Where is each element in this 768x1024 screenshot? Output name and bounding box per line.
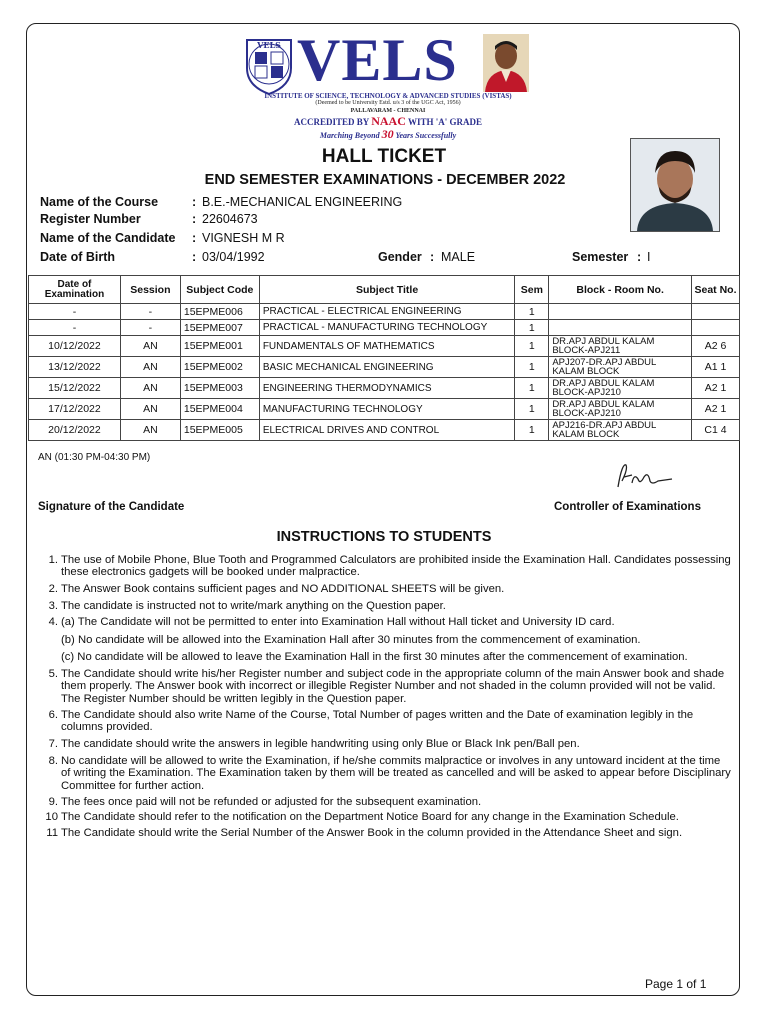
seat-no: A2 1 (692, 378, 740, 399)
subject-code: 15EPME007 (180, 320, 259, 336)
sem: 1 (515, 320, 549, 336)
subject-title: PRACTICAL - MANUFACTURING TECHNOLOGY (259, 320, 515, 336)
institute-name: INSTITUTE OF SCIENCE, TECHNOLOGY & ADVANCED STUDIES (VISTAS) (264, 92, 512, 100)
table-row (29, 378, 740, 399)
subject-code: 15EPME001 (180, 336, 259, 357)
dob-label: Date of Birth (40, 250, 115, 264)
course-value: B.E.-MECHANICAL ENGINEERING (202, 195, 403, 209)
session: - (120, 320, 180, 336)
session-timing-note: AN (01:30 PM-04:30 PM) (38, 452, 151, 463)
column-header: Seat No. (692, 276, 740, 304)
subject-title: ELECTRICAL DRIVES AND CONTROL (259, 420, 515, 441)
register-label: Register Number (40, 212, 141, 226)
column-header: Session (120, 276, 180, 304)
column-header: Sem (515, 276, 549, 304)
crest-text: VELS (257, 40, 281, 50)
seat-no (692, 304, 740, 320)
session: AN (120, 357, 180, 378)
block-room: APJ207-DR.APJ ABDUL KALAM BLOCK (549, 357, 692, 378)
gender-label: Gender (378, 250, 422, 264)
block-room: DR.APJ ABDUL KALAM BLOCK-APJ211 (549, 336, 692, 357)
controller-signature-label: Controller of Examinations (554, 501, 701, 513)
accreditation-line: ACCREDITED BY NAAC WITH 'A' GRADE (294, 114, 482, 128)
block-room: DR.APJ ABDUL KALAM BLOCK-APJ210 (549, 399, 692, 420)
semester-label: Semester (572, 250, 629, 264)
exam-date: 15/12/2022 (29, 378, 121, 399)
column-header: Block - Room No. (549, 276, 692, 304)
seat-no: A2 6 (692, 336, 740, 357)
subject-code: 15EPME003 (180, 378, 259, 399)
seat-no: C1 4 (692, 420, 740, 441)
institution-logo (243, 27, 533, 141)
colon: : (192, 231, 197, 245)
session: - (120, 304, 180, 320)
location-line: PALLAVARAM - CHENNAI (350, 108, 426, 114)
sem: 1 (515, 399, 549, 420)
column-header: Subject Title (259, 276, 515, 304)
seat-no (692, 320, 740, 336)
colon: : (637, 250, 642, 264)
colon: : (192, 195, 197, 209)
table-row (29, 336, 740, 357)
exam-date: - (29, 320, 121, 336)
sem: 1 (515, 420, 549, 441)
sem: 1 (515, 378, 549, 399)
table-row (29, 320, 740, 336)
exam-date: - (29, 304, 121, 320)
subject-code: 15EPME004 (180, 399, 259, 420)
seat-no: A1 1 (692, 357, 740, 378)
dob-value: 03/04/1992 (202, 250, 265, 264)
sem: 1 (515, 357, 549, 378)
block-room: DR.APJ ABDUL KALAM BLOCK-APJ210 (549, 378, 692, 399)
subject-title: ENGINEERING THERMODYNAMICS (259, 378, 515, 399)
page-number: Page 1 of 1 (645, 977, 707, 991)
table-row (29, 420, 740, 441)
block-room (549, 320, 692, 336)
founder-portrait (483, 34, 529, 92)
session: AN (120, 378, 180, 399)
exam-schedule-table (28, 275, 740, 441)
exam-date: 20/12/2022 (29, 420, 121, 441)
sem: 1 (515, 336, 549, 357)
subject-code: 15EPME002 (180, 357, 259, 378)
candidate-name-value: VIGNESH M R (202, 231, 285, 245)
gender-value: MALE (441, 250, 476, 264)
table-header-row (29, 276, 740, 304)
colon: : (192, 250, 197, 264)
colon: : (430, 250, 435, 264)
subject-title: MANUFACTURING TECHNOLOGY (259, 399, 515, 420)
crest-emblem-icon (243, 34, 295, 96)
logo-text: VELS (297, 27, 458, 93)
table-row (29, 304, 740, 320)
seat-no: A2 1 (692, 399, 740, 420)
course-label: Name of the Course (40, 195, 159, 209)
controller-signature-icon (612, 459, 676, 491)
instructions-title: INSTRUCTIONS TO STUDENTS (276, 529, 492, 545)
marching-line: Marching Beyond 30 Years Successfully (319, 127, 457, 141)
exam-subtitle: END SEMESTER EXAMINATIONS - DECEMBER 2022 (204, 172, 566, 188)
subject-title: PRACTICAL - ELECTRICAL ENGINEERING (259, 304, 515, 320)
subject-code: 15EPME006 (180, 304, 259, 320)
block-room (549, 304, 692, 320)
column-header: Subject Code (180, 276, 259, 304)
colon: : (192, 212, 197, 226)
subject-code: 15EPME005 (180, 420, 259, 441)
table-row (29, 399, 740, 420)
exam-date: 13/12/2022 (29, 357, 121, 378)
session: AN (120, 399, 180, 420)
semester-value: I (647, 250, 651, 264)
session: AN (120, 420, 180, 441)
page-title: HALL TICKET (321, 146, 447, 167)
session: AN (120, 336, 180, 357)
deemed-line: (Deemed to be University Estd. u/s 3 of the UGC Act, 1956) (315, 100, 461, 106)
block-room: APJ216-DR.APJ ABDUL KALAM BLOCK (549, 420, 692, 441)
exam-date: 10/12/2022 (29, 336, 121, 357)
exam-date: 17/12/2022 (29, 399, 121, 420)
column-header: Date of Examination (29, 276, 121, 304)
subject-title: FUNDAMENTALS OF MATHEMATICS (259, 336, 515, 357)
candidate-name-label: Name of the Candidate (40, 231, 176, 245)
subject-title: BASIC MECHANICAL ENGINEERING (259, 357, 515, 378)
table-row (29, 357, 740, 378)
sem: 1 (515, 304, 549, 320)
candidate-signature-label: Signature of the Candidate (38, 501, 185, 513)
register-value: 22604673 (202, 212, 258, 226)
